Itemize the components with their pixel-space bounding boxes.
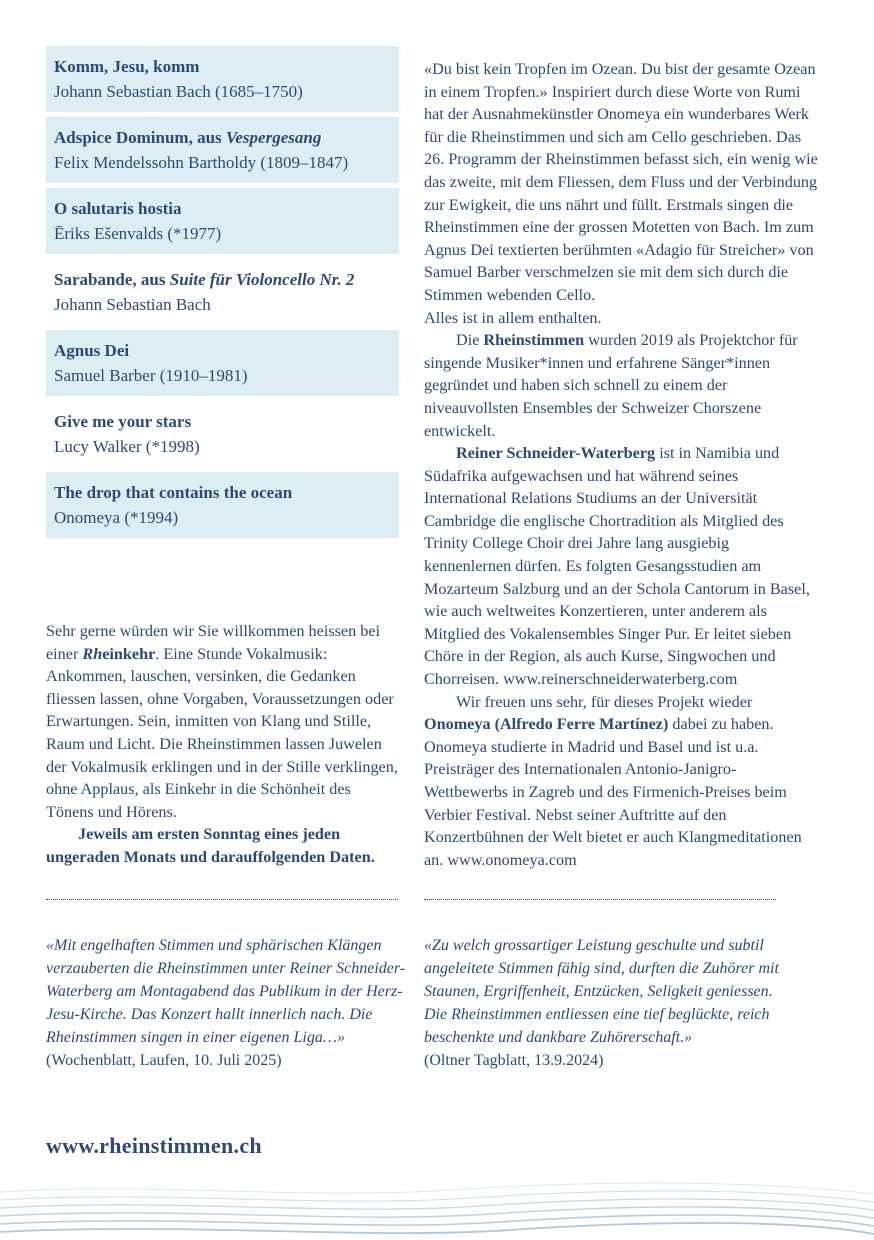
program-title: Agnus Dei <box>54 341 130 360</box>
wave-decoration <box>0 1170 874 1240</box>
conductor-paragraph: Reiner Schneider-Waterberg ist in Namibia und Südafrika aufgewachsen und hat während seines International Relations Studiums an der Universität Cambridge die englische Chortradition als Mitglied des Trinity College Choir drei Jahre lang ausgiebig kennenlernen dürfen. Es folgten Gesangsstudien am Mozarteum Salzburg und an der Schola Cantorum in Basel, wie auch weltweites Konzertieren, unter anderem als Mitglied des Vokalensembles Singer Pur. Er leitet sieben Chöre in der Region, als auch Kurse, Singwochen und Chorreisen. www.reinerschneiderwaterberg.com <box>424 444 810 689</box>
invitation-text <box>46 620 402 869</box>
description-paragraph: «Du bist kein Tropfen im Ozean. Du bist der gesamte Ozean in einem Tropfen.» Inspiriert durch diese Worte von Rumi hat der Ausnahmekünstler Onomeya ein wunderbares Werk für die Rheinstimmen und sich am Cello geschrieben. Das 26. Programm der Rheinstimmen befasst sich, ein wenig wie das zweite, mit dem Fliessen, dem Fluss und der Verbindung zur Ewigkeit, die uns nährt und füllt. Erstmals singen die Rheinstimmen eine der grossen Motetten von Bach. Im zum Agnus Dei textierten berühmten «Adagio für Streicher» von Samuel Barber verschmelzen sie mit dem sich durch die Stimmen webenden Cello. <box>424 60 818 304</box>
program-item <box>46 46 399 112</box>
program-title: O salutaris hostia <box>54 199 182 218</box>
choir-paragraph: Die Rheinstimmen wurden 2019 als Projektchor für singende Musiker*innen und erfahrene Sänger*innen gegründet und haben sich schnell zu einem der niveauvollsten Ensembles der Schweizer Chorszene entwickelt. <box>424 331 798 440</box>
schedule-paragraph: Jeweils am ersten Sonntag eines jeden ungeraden Monats und darauffolgenden Daten. <box>46 825 375 866</box>
program-composer: Onomeya (*1994) <box>54 508 179 527</box>
program-composer: Ēriks Ešenvalds (*1977) <box>54 224 222 243</box>
divider <box>424 899 776 900</box>
quote-text: «Mit engelhaften Stimmen und sphärischen Klängen verzauberten die Rheinstimmen unter Reiner Schneider-Waterberg am Montagabend das Publikum in der Herz-Jesu-Kirche. Das Konzert hallt innerlich nach. Die Rheinstimmen singen in einer eigenen Liga…» <box>46 937 406 1046</box>
cellist-paragraph: Wir freuen uns sehr, für dieses Projekt wieder Onomeya (Alfredo Ferre Martínez) dabei zu haben. Onomeya studierte in Madrid und Basel und ist u.a. Preisträger des Internationalen Antonio-Janigro-Wettbewerbs in Zagreb und des Firmenich-Preises beim Verbier Festival. Nebst seiner Auftritte auf den Konzertbühnen der Welt bietet er auch Klangmeditationen an. www.onomeya.com <box>424 692 802 869</box>
press-quote <box>46 934 416 1072</box>
program-title: Komm, Jesu, komm <box>54 57 200 76</box>
program-item <box>46 188 399 254</box>
description-text <box>424 58 818 871</box>
program-title: Sarabande, aus Suite für Violoncello Nr. 2 <box>54 270 355 289</box>
program-item <box>46 259 399 325</box>
program-title: Give me your stars <box>54 412 192 431</box>
program-composer: Lucy Walker (*1998) <box>54 437 200 456</box>
description-paragraph-end: Alles ist in allem enthalten. <box>424 308 602 327</box>
program-list <box>46 46 399 543</box>
quote-text: «Zu welch grossartiger Leistung geschulte und subtil angeleitete Stimmen fähig sind, durften die Zuhörer mit Staunen, Ergriffenheit, Entzücken, Seligkeit geniessen. Die Rheinstimmen entliessen eine tief beglückte, reich beschenkte und dankbare Zuhörerschaft.» <box>424 937 779 1046</box>
program-composer: Samuel Barber (1910–1981) <box>54 366 248 385</box>
program-composer: Felix Mendelssohn Bartholdy (1809–1847) <box>54 153 349 172</box>
program-item <box>46 330 399 396</box>
press-quote <box>424 934 794 1072</box>
quote-source: (Wochenblatt, Laufen, 10. Juli 2025) <box>46 1052 282 1069</box>
website-link[interactable]: www.rheinstimmen.ch <box>46 1133 262 1158</box>
program-composer: Johann Sebastian Bach <box>54 295 211 314</box>
program-title: Adspice Dominum, aus Vespergesang <box>54 128 322 147</box>
invitation-paragraph: Sehr gerne würden wir Sie willkommen heissen bei einer Rheinkehr. Eine Stunde Vokalmusik: Ankommen, lauschen, versinken, die Gedanken fliessen lassen, ohne Vorgaben, Voraussetzungen oder Erwartungen. Sein, inmitten von Klang und Stille, Raum und Licht. Die Rheinstimmen lassen Juwelen der Vokalmusik erklingen und in der Stille verklingen, ohne Applaus, als Einkehr in die Schönheit des Tönens und Hörens. <box>46 622 398 821</box>
program-item <box>46 117 399 183</box>
quote-source: (Oltner Tagblatt, 13.9.2024) <box>424 1052 604 1069</box>
program-item <box>46 472 399 538</box>
divider <box>46 899 398 900</box>
program-title: The drop that contains the ocean <box>54 483 293 502</box>
program-item <box>46 401 399 467</box>
program-composer: Johann Sebastian Bach (1685–1750) <box>54 82 303 101</box>
